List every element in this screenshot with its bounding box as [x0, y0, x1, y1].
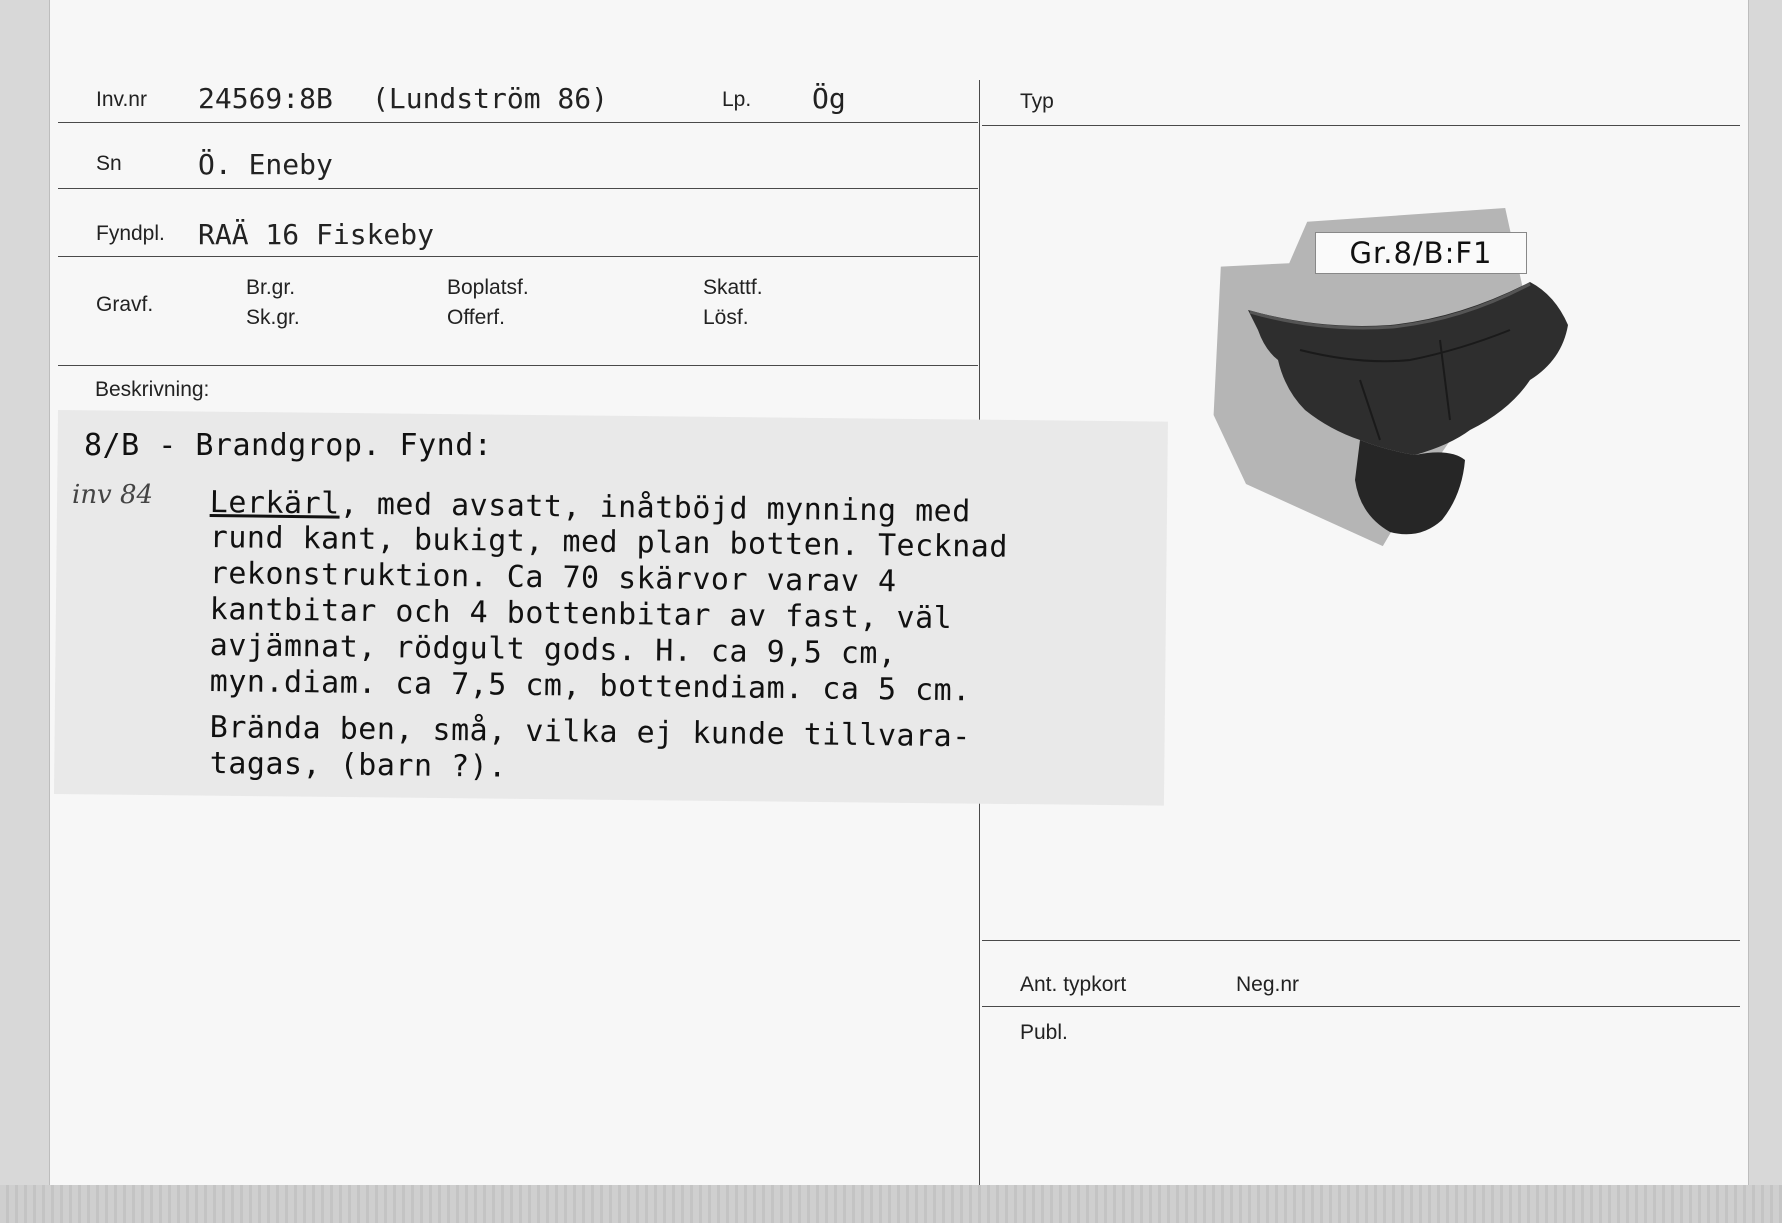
publ-label: Publ.	[1020, 1021, 1068, 1044]
description-line-5: avjämnat, rödgult gods. H. ca 9,5 cm,	[209, 628, 897, 672]
description-line-4: kantbitar och 4 bottenbitar av fast, väl	[209, 592, 953, 637]
beskrivning-label: Beskrivning:	[95, 378, 210, 401]
sn-label: Sn	[96, 152, 122, 175]
description-line-3: rekonstruktion. Ca 70 skärvor varav 4	[209, 556, 897, 600]
divider-inv	[58, 122, 978, 123]
neg-nr-label: Neg.nr	[1236, 973, 1300, 996]
artifact-id-tag: Gr.8/B:F1	[1315, 232, 1527, 274]
item-name: Lerkärl	[209, 485, 340, 522]
divider-fyndpl	[58, 256, 978, 257]
divider-sn	[58, 188, 978, 189]
description-heading: 8/B - Brandgrop. Fynd:	[84, 428, 493, 463]
fyndpl-label: Fyndpl.	[96, 222, 165, 245]
ant-typkort-label: Ant. typkort	[1020, 973, 1127, 996]
lp-label: Lp.	[722, 88, 752, 111]
description-line-8: tagas, (barn ?).	[209, 746, 507, 785]
card-bottom-edge	[0, 1185, 1782, 1223]
description-line-1-text: , med avsatt, inåtböjd mynning med	[339, 486, 971, 530]
boplatsf-label: Boplatsf.	[447, 276, 529, 299]
lp-value: Ög	[812, 82, 846, 115]
inv-value: 24569:8B	[198, 82, 333, 115]
skattf-label: Skattf.	[703, 276, 763, 299]
divider-typ	[982, 125, 1740, 126]
pottery-sherd-image	[1210, 270, 1580, 560]
handwritten-note: inv 84	[72, 480, 154, 510]
divider-footer-top	[982, 940, 1740, 941]
skgr-label: Sk.gr.	[246, 306, 300, 329]
typ-label: Typ	[1020, 90, 1054, 113]
divider-gravf	[58, 365, 978, 366]
description-line-2: rund kant, bukigt, med plan botten. Tecknad	[209, 520, 1009, 565]
losf-label: Lösf.	[703, 306, 749, 329]
description-line-7: Brända ben, små, vilka ej kunde tillvara-	[209, 710, 971, 755]
sn-value: Ö. Eneby	[198, 148, 333, 181]
description-line-6: myn.diam. ca 7,5 cm, bottendiam. ca 5 cm.	[209, 664, 971, 709]
inv-reference: (Lundström 86)	[372, 82, 609, 115]
fyndpl-value: RAÄ 16 Fiskeby	[198, 218, 435, 251]
gravf-label: Gravf.	[96, 293, 154, 316]
brgr-label: Br.gr.	[246, 276, 296, 299]
offerf-label: Offerf.	[447, 306, 505, 329]
divider-footer-mid	[982, 1006, 1740, 1007]
inv-label: Inv.nr	[96, 88, 147, 111]
